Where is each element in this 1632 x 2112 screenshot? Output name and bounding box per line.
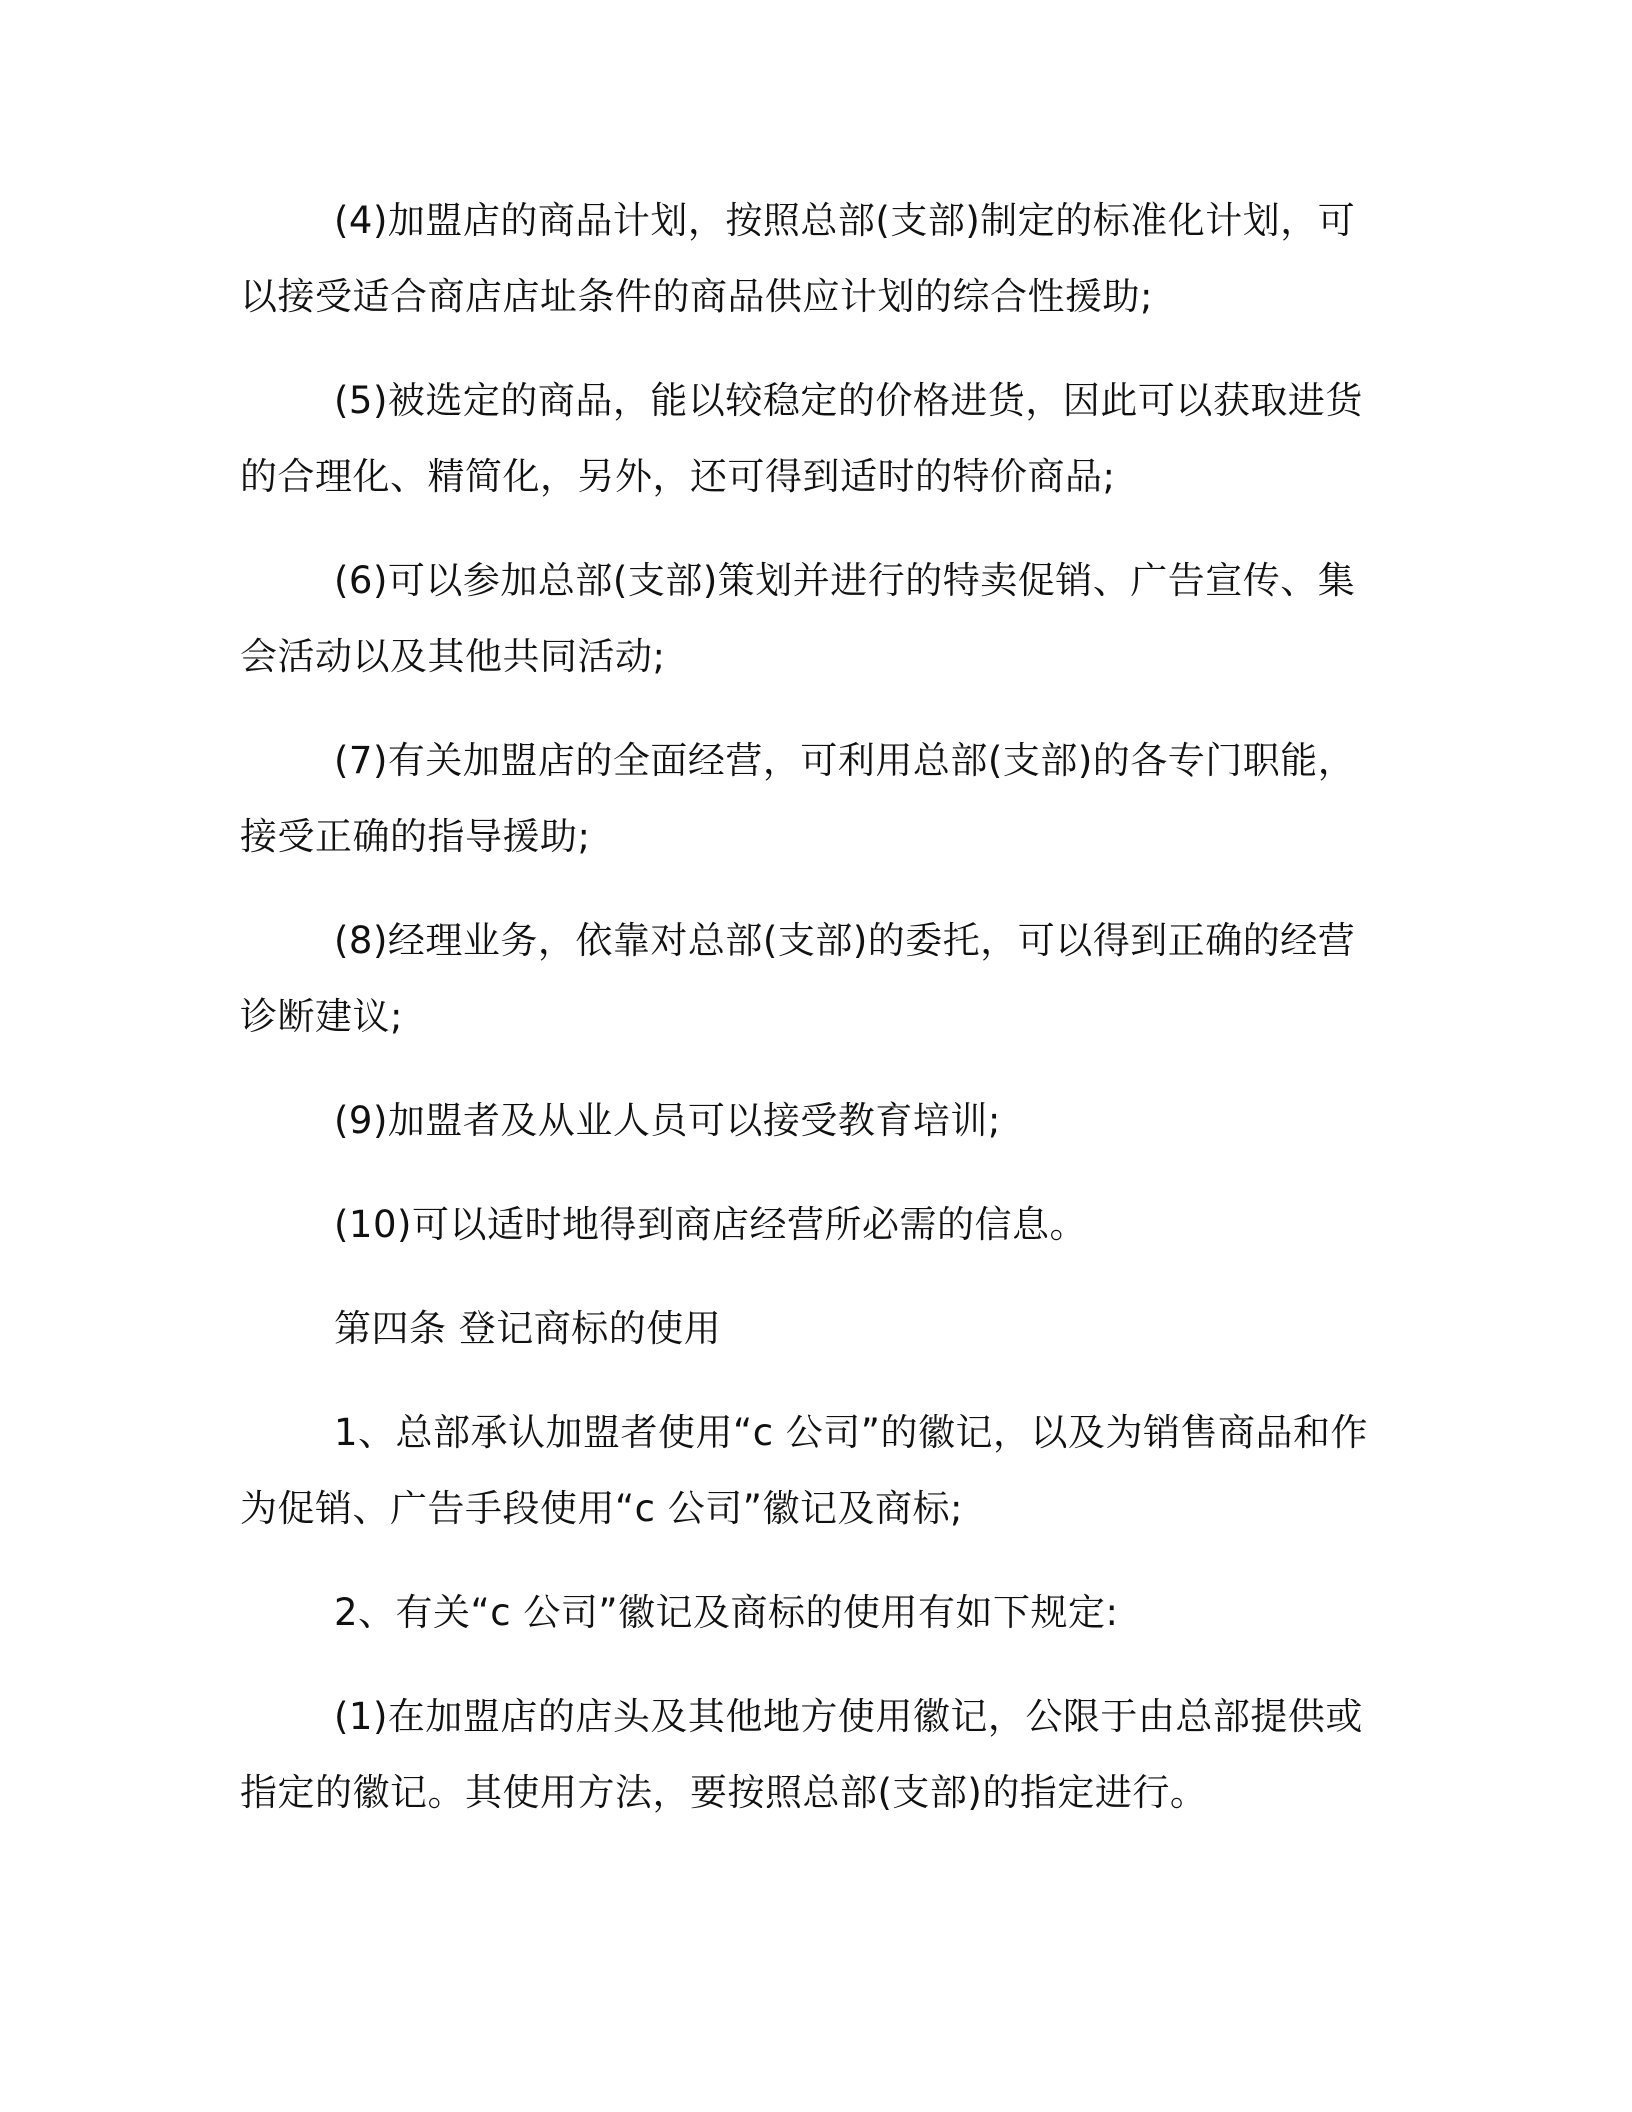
paragraph-item-8: (8)经理业务，依靠对总部(支部)的委托，可以得到正确的经营诊断建议;	[240, 919, 1356, 1038]
paragraph-item-6: (6)可以参加总部(支部)策划并进行的特卖促销、广告宣传、集会活动以及其他共同活动;	[240, 559, 1356, 678]
clause-1: 1、总部承认加盟者使用“c 公司”的徽记，以及为销售商品和作为促销、广告手段使用“c 公司”徽记及商标;	[240, 1411, 1368, 1530]
document-body	[240, 183, 1390, 1831]
paragraph-item-9: (9)加盟者及从业人员可以接受教育培训;	[334, 1099, 1001, 1142]
paragraph-item-4: (4)加盟店的商品计划，按照总部(支部)制定的标准化计划，可以接受适合商店店址条件的商品供应计划的综合性援助;	[240, 199, 1356, 318]
section-heading-article-4: 第四条 登记商标的使用	[334, 1307, 722, 1350]
paragraph-item-5: (5)被选定的商品，能以较稳定的价格进货，因此可以获取进货的合理化、精简化，另外，还可得到适时的特价商品;	[240, 379, 1363, 498]
clause-2: 2、有关“c 公司”徽记及商标的使用有如下规定:	[334, 1591, 1119, 1634]
paragraph-item-7: (7)有关加盟店的全面经营，可利用总部(支部)的各专门职能，接受正确的指导援助;	[240, 739, 1356, 858]
paragraph-item-10: (10)可以适时地得到商店经营所必需的信息。	[334, 1203, 1087, 1246]
clause-2-item-1: (1)在加盟店的店头及其他地方使用徽记，公限于由总部提供或指定的徽记。其使用方法，要按照总部(支部)的指定进行。	[240, 1695, 1363, 1814]
